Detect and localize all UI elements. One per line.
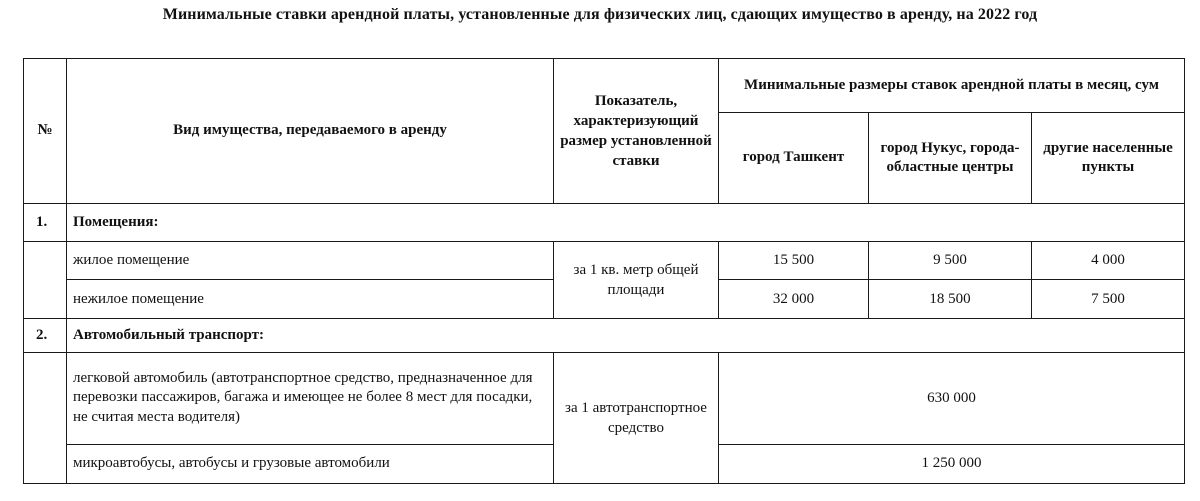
empty-cell xyxy=(24,352,67,483)
section-title: Автомобильный транспорт: xyxy=(67,318,1185,352)
table-row xyxy=(24,242,1185,280)
header-tashkent: город Ташкент xyxy=(719,113,869,204)
table-row xyxy=(24,352,1185,444)
rate-nukus: 18 500 xyxy=(869,280,1032,318)
rate-tashkent: 32 000 xyxy=(719,280,869,318)
page-title: Минимальные ставки арендной платы, установленные для физических лиц, сдающих имущество в аренду, на 2022 год xyxy=(162,6,1038,23)
rate-nukus: 9 500 xyxy=(869,242,1032,280)
empty-cell xyxy=(24,242,67,318)
header-indicator: Показатель, характеризующий размер установленной ставки xyxy=(554,59,719,204)
rate-tashkent: 15 500 xyxy=(719,242,869,280)
property-name: легковой автомобиль (автотранспортное средство, предназначенное для перевозки пассажиров, багажа и имеющее не более 8 мест для посадки, не считая места водителя) xyxy=(67,352,554,444)
section-row xyxy=(24,318,1185,352)
header-other: другие населенные пункты xyxy=(1032,113,1185,204)
section-number: 2. xyxy=(24,318,67,352)
property-name: нежилое помещение xyxy=(67,280,554,318)
indicator-cell: за 1 кв. метр общей площади xyxy=(554,242,719,318)
rate-other: 7 500 xyxy=(1032,280,1185,318)
property-name: микроавтобусы, автобусы и грузовые автомобили xyxy=(67,444,554,483)
section-number: 1. xyxy=(24,204,67,242)
rate-all-localities: 1 250 000 xyxy=(719,444,1185,483)
indicator-cell: за 1 автотранспортное средство xyxy=(554,352,719,483)
section-row xyxy=(24,204,1185,242)
header-nukus: город Нукус, города-областные центры xyxy=(869,113,1032,204)
rates-table xyxy=(23,58,1185,484)
header-number: № xyxy=(24,59,67,204)
header-rates-group: Минимальные размеры ставок арендной платы в месяц, сум xyxy=(719,59,1185,113)
header-property-kind: Вид имущества, передаваемого в аренду xyxy=(67,59,554,204)
section-title: Помещения: xyxy=(67,204,1185,242)
rate-other: 4 000 xyxy=(1032,242,1185,280)
property-name: жилое помещение xyxy=(67,242,554,280)
rate-all-localities: 630 000 xyxy=(719,352,1185,444)
